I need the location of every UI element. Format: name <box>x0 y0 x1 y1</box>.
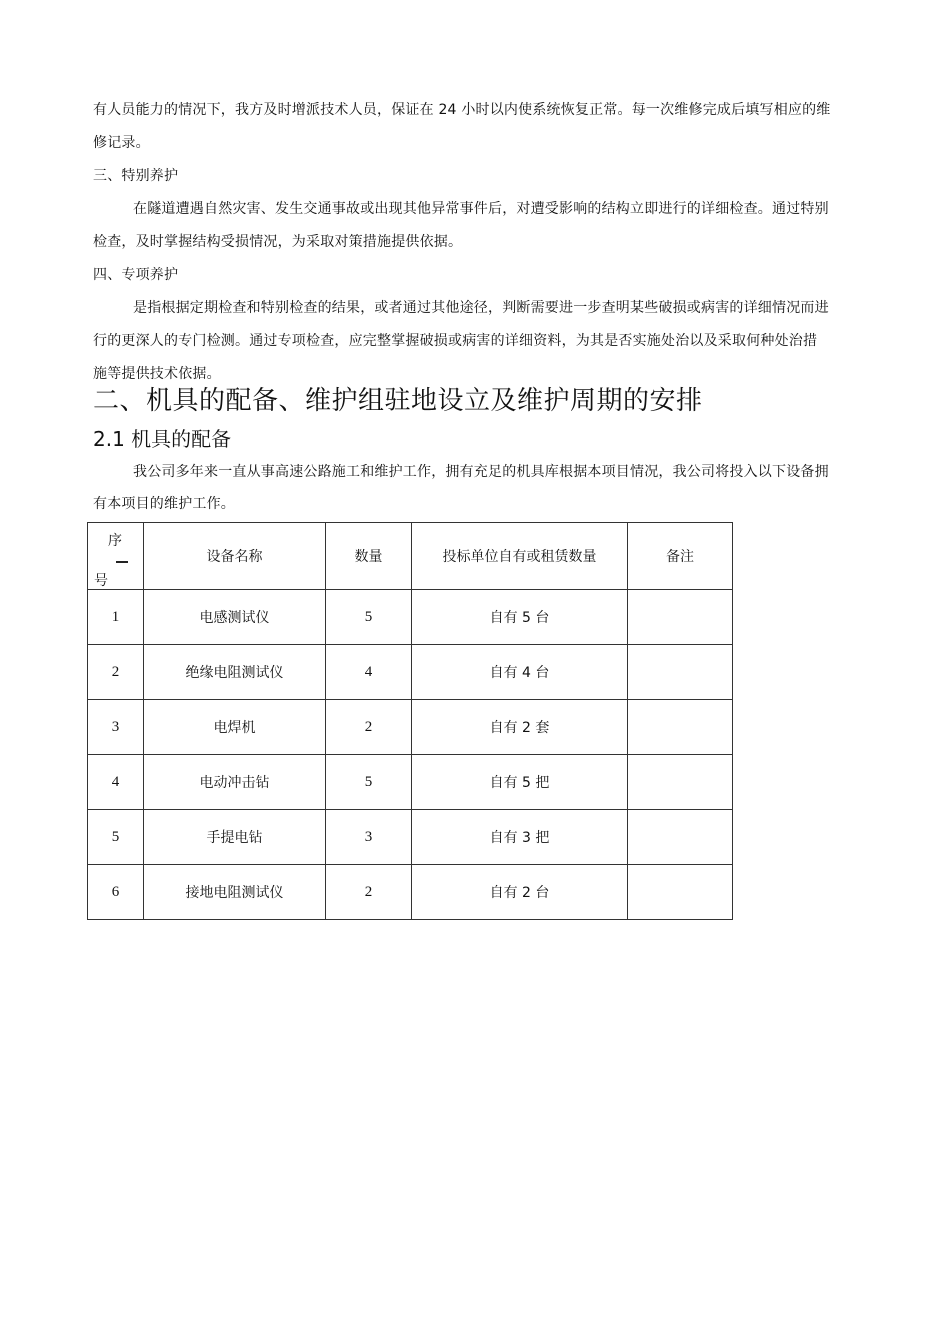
header-seq-bottom: 号 <box>94 573 108 589</box>
cell-owned: 自有 5 台 <box>412 590 628 645</box>
cell-qty: 2 <box>326 700 412 755</box>
paragraph-line: 检查，及时掌握结构受损情况，为采取对策措施提供依据。 <box>93 234 463 250</box>
cell-qty: 3 <box>326 810 412 865</box>
cell-owned: 自有 4 台 <box>412 645 628 700</box>
cell-name: 接地电阻测试仪 <box>144 865 326 920</box>
cell-note <box>628 590 733 645</box>
header-owned: 投标单位自有或租赁数量 <box>412 523 628 590</box>
paragraph-line: 行的更深人的专门检测。通过专项检查，应完整掌握破损或病害的详细资料，为其是否实施处治以及采取何种处治措 <box>93 333 818 349</box>
cell-owned: 自有 5 把 <box>412 755 628 810</box>
cell-note <box>628 755 733 810</box>
section-title-dedicated-maintenance: 四、专项养护 <box>93 267 179 283</box>
cell-seq: 5 <box>88 810 144 865</box>
paragraph-line: 是指根据定期检查和特别检查的结果，或者通过其他途径，判断需要进一步查明某些破损或病害的详细情况而进 <box>133 300 829 316</box>
cell-owned: 自有 2 套 <box>412 700 628 755</box>
cell-seq: 1 <box>88 590 144 645</box>
header-seq <box>88 523 144 590</box>
cell-name: 电感测试仪 <box>144 590 326 645</box>
header-name: 设备名称 <box>144 523 326 590</box>
cell-note <box>628 810 733 865</box>
cell-qty: 2 <box>326 865 412 920</box>
paragraph-line: 有本项目的维护工作。 <box>93 496 235 512</box>
paragraph-line: 有人员能力的情况下，我方及时增派技术人员，保证在 24 小时以内使系统恢复正常。每一次维修完成后填写相应的维 <box>93 102 831 118</box>
table-row <box>88 810 733 865</box>
cell-owned: 自有 2 台 <box>412 865 628 920</box>
table-row <box>88 700 733 755</box>
equipment-table <box>87 522 733 920</box>
cell-name: 电焊机 <box>144 700 326 755</box>
cell-seq: 6 <box>88 865 144 920</box>
paragraph-line: 修记录。 <box>93 135 150 151</box>
cell-seq: 3 <box>88 700 144 755</box>
cell-note <box>628 865 733 920</box>
chapter-heading: 二、机具的配备、维护组驻地设立及维护周期的安排 <box>93 386 703 416</box>
table-row <box>88 755 733 810</box>
paragraph-line: 在隧道遭遇自然灾害、发生交通事故或出现其他异常事件后，对遭受影响的结构立即进行的详细检查。通过特别 <box>133 201 829 217</box>
cell-seq: 4 <box>88 755 144 810</box>
cell-qty: 5 <box>326 590 412 645</box>
table-row <box>88 645 733 700</box>
cell-note <box>628 700 733 755</box>
cell-owned: 自有 3 把 <box>412 810 628 865</box>
paragraph-line: 我公司多年来一直从事高速公路施工和维护工作，拥有充足的机具库根据本项目情况，我公司将投入以下设备拥 <box>133 464 829 480</box>
cell-qty: 4 <box>326 645 412 700</box>
header-note: 备注 <box>628 523 733 590</box>
table-header-row <box>88 523 733 590</box>
cell-seq: 2 <box>88 645 144 700</box>
cell-name: 绝缘电阻测试仪 <box>144 645 326 700</box>
table-row <box>88 865 733 920</box>
header-qty: 数量 <box>326 523 412 590</box>
table-row <box>88 590 733 645</box>
header-seq-top: 序 <box>108 533 122 549</box>
header-seq-dash <box>116 561 128 563</box>
cell-name: 电动冲击钻 <box>144 755 326 810</box>
cell-name: 手提电钻 <box>144 810 326 865</box>
cell-qty: 5 <box>326 755 412 810</box>
paragraph-line: 施等提供技术依据。 <box>93 366 221 382</box>
section-title-special-maintenance: 三、特别养护 <box>93 168 179 184</box>
section-heading: 2.1 机具的配备 <box>93 427 232 451</box>
cell-note <box>628 645 733 700</box>
